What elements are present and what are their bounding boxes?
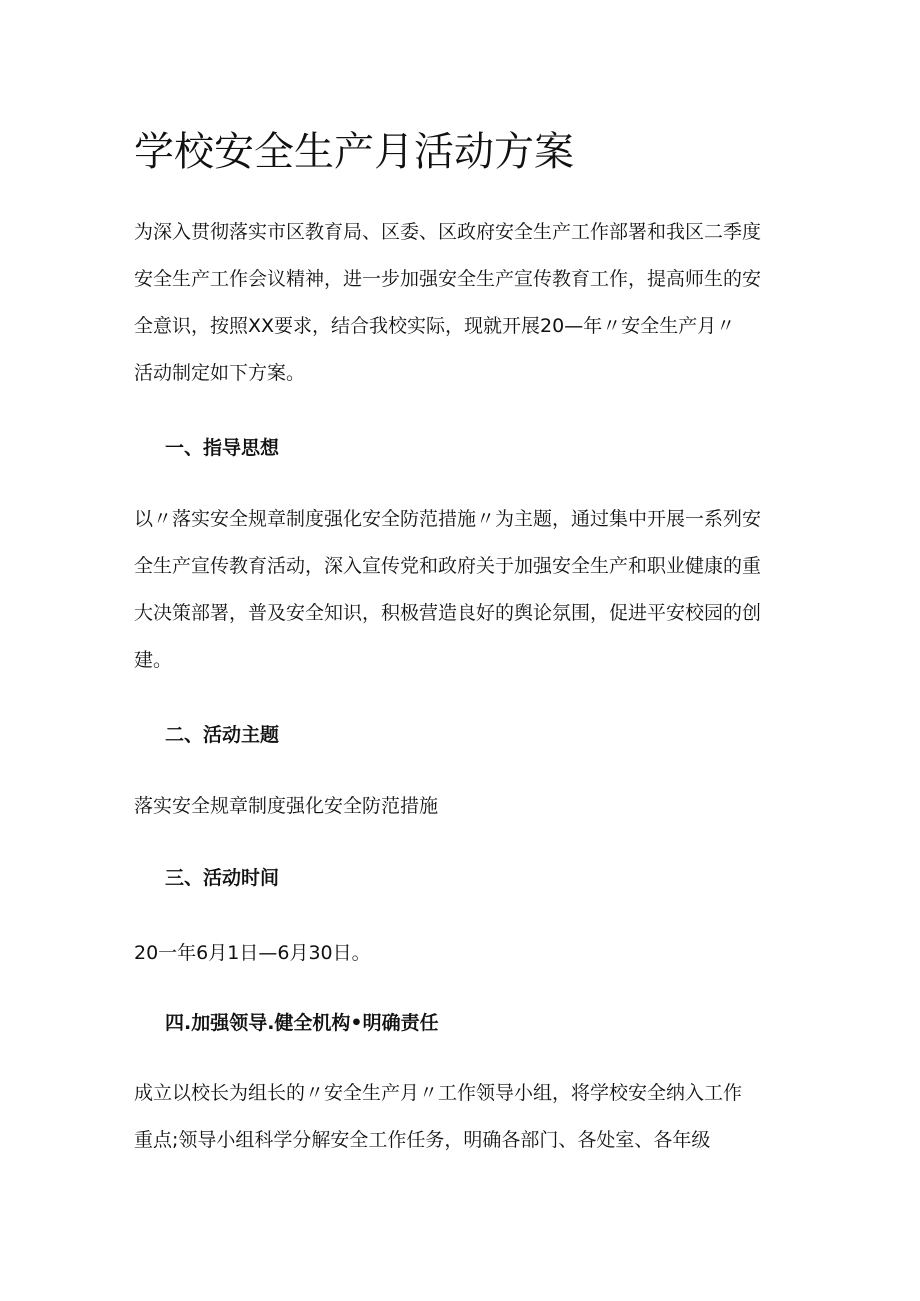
section-heading-guiding-ideology: 一、指导思想 (165, 437, 280, 459)
section-heading-activity-time: 三、活动时间 (165, 867, 280, 889)
section-heading-activity-theme: 二、活动主题 (165, 724, 280, 746)
intro-line: 安全生产工作会议精神，进一步加强安全生产宣传教育工作，提高师生的安 (134, 268, 762, 290)
leadership-line: 重点;领导小组科学分解安全工作任务，明确各部门、各处室、各年级 (134, 1129, 711, 1151)
guiding-ideology-paragraph (134, 496, 790, 684)
leadership-paragraph (134, 1070, 790, 1164)
intro-line: 活动制定如下方案。 (134, 362, 306, 384)
activity-theme-text: 落实安全规章制度强化安全防范措施 (134, 795, 439, 817)
document-title: 学校安全生产月活动方案 (134, 129, 574, 175)
guiding-ideology-line: 以〃落实安全规章制度强化安全防范措施〃为主题，通过集中开展一系列安 (134, 508, 762, 530)
section-heading-leadership: 四.加强领导.健全机构•明确责任 (165, 1012, 439, 1034)
guiding-ideology-line: 全生产宣传教育活动，深入宣传党和政府关于加强安全生产和职业健康的重 (134, 555, 762, 577)
intro-line: 为深入贯彻落实市区教育局、区委、区政府安全生产工作部署和我区二季度 (134, 221, 762, 243)
leadership-line: 成立以校长为组长的〃安全生产月〃工作领导小组，将学校安全纳入工作 (134, 1082, 743, 1104)
intro-line: 全意识，按照XX要求，结合我校实际，现就开展20—年〃安全生产月〃 (134, 315, 736, 337)
guiding-ideology-line: 大决策部署，普及安全知识，积极营造良好的舆论氛围，促进平安校园的创 (134, 602, 762, 624)
guiding-ideology-line: 建。 (134, 649, 173, 671)
intro-paragraph (134, 209, 790, 397)
activity-time-text: 20一年6月1日—6月30日。 (134, 942, 371, 964)
